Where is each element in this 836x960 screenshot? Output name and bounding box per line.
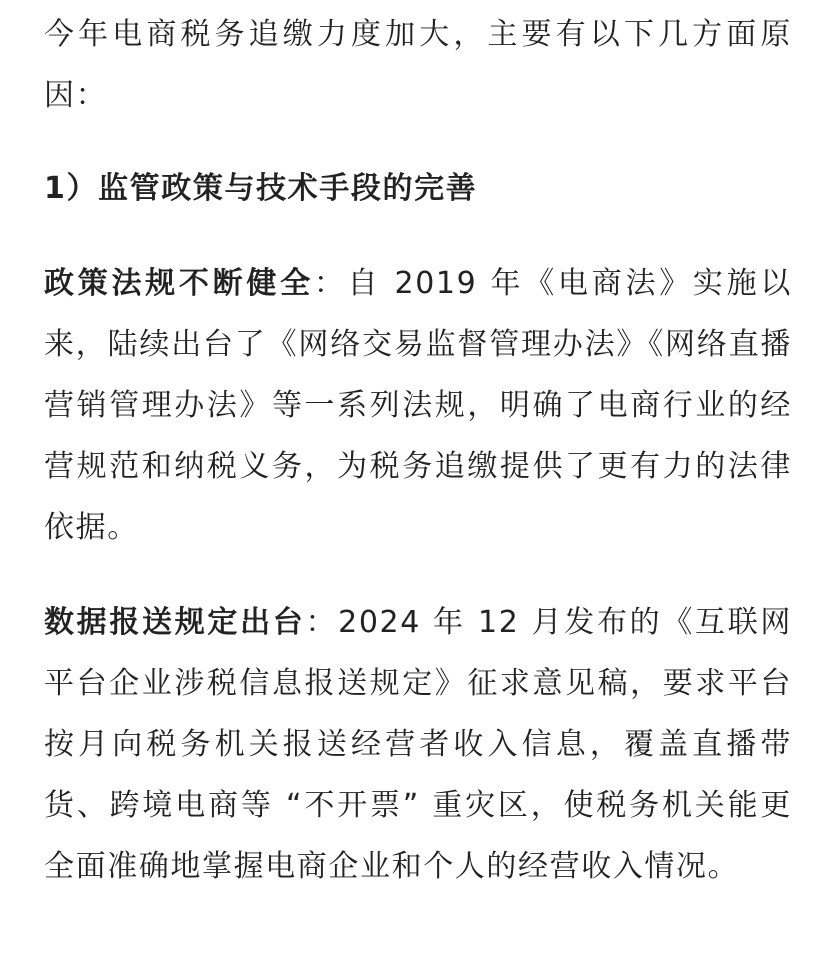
section-heading: 1）监管政策与技术手段的完善	[44, 171, 478, 206]
policy-body: ：自 2019 年《电商法》实施以来，陆续出台了《网络交易监督管理办法》《网络直播营销管理办法》等一系列法规，明确了电商行业的经营规范和纳税义务，为税务追缴提供了更有力的法律依据。	[44, 266, 792, 545]
data-reporting-body: ：2024 年 12 月发布的《互联网平台企业涉税信息报送规定》征求意见稿，要求平台按月向税务机关报送经营者收入信息，覆盖直播带货、跨境电商等 “不开票” 重灾区，使税务机关能更全面准确地掌握电商企业和个人的经营收入情况。	[44, 605, 792, 884]
data-reporting-paragraph	[44, 592, 792, 897]
policy-lead: 政策法规不断健全	[44, 266, 314, 301]
policy-paragraph	[44, 253, 792, 558]
data-reporting-lead: 数据报送规定出台	[44, 605, 306, 640]
intro-paragraph: 今年电商税务追缴力度加大，主要有以下几方面原因：	[44, 17, 792, 113]
